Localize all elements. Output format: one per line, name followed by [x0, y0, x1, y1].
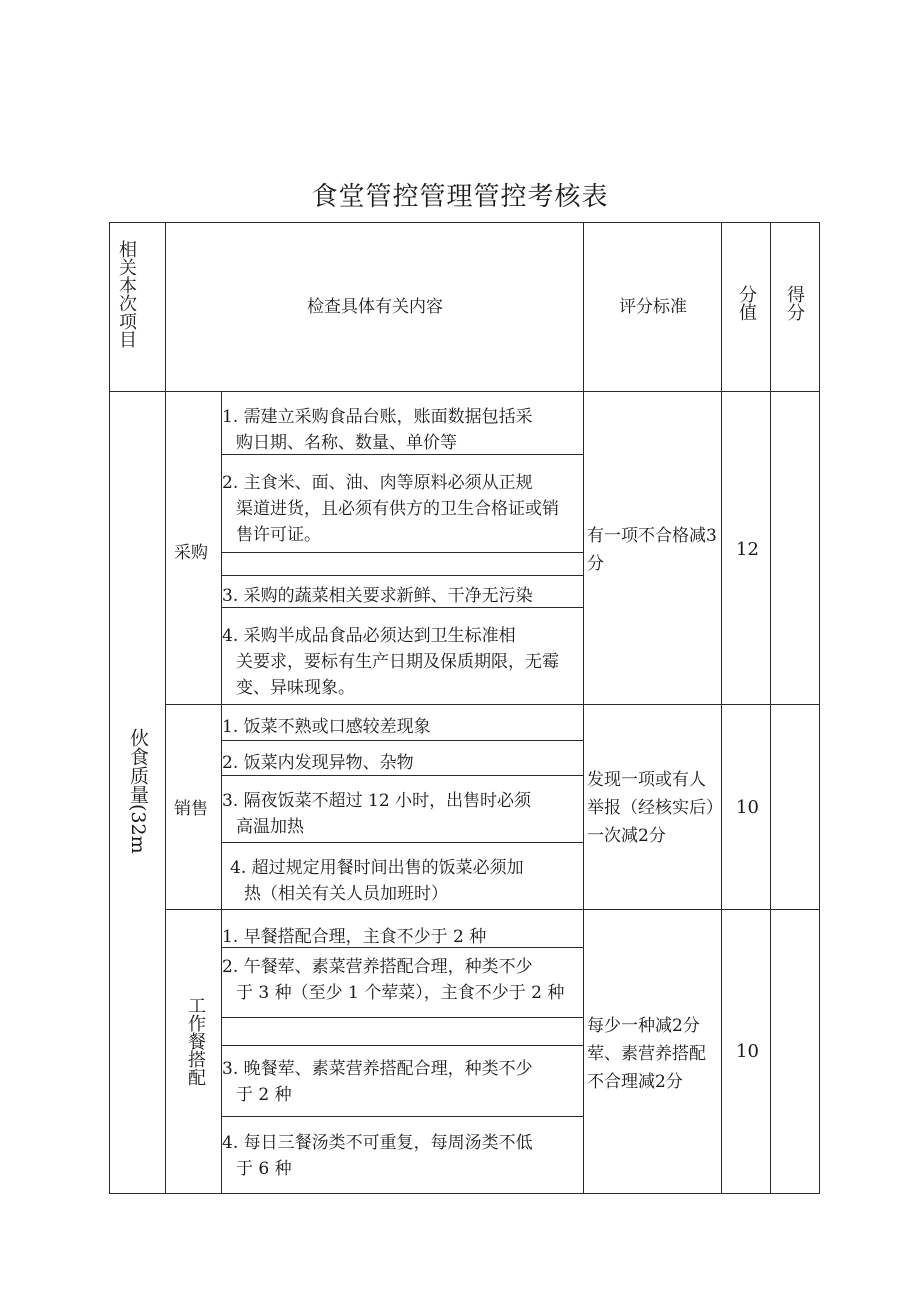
page-title: 食堂管控管理管控考核表 — [311, 182, 609, 212]
list-item — [222, 714, 582, 740]
header-divider — [109, 391, 820, 392]
item-text: 3. 隔夜饭菜不超过 12 小时，出售时必须 — [222, 791, 532, 811]
item-text: 4. 超过规定用餐时间出售的饭菜必须加 — [230, 858, 524, 878]
list-item — [230, 855, 582, 907]
item-divider — [221, 740, 584, 741]
item-text-cont: 热（相关有关人员加班时） — [244, 884, 448, 904]
col-divider-4 — [721, 222, 722, 1194]
item-divider — [221, 842, 584, 843]
list-item — [222, 470, 582, 548]
list-item — [222, 623, 582, 701]
item-text-cont: 关要求，要标有生产日期及保质期限，无霉变、异味现象。 — [236, 652, 559, 698]
table-border-right — [819, 222, 820, 1194]
item-text: 4. 采购半成品食品必须达到卫生标准相 — [222, 626, 516, 646]
header-value — [733, 285, 759, 327]
item-divider — [221, 1017, 584, 1018]
header-value-label: 分值 — [736, 285, 757, 321]
item-text-cont: 于 3 种（至少 1 个荤菜），主食不少于 2 种 — [236, 983, 565, 1003]
item-text-cont: 高温加热 — [236, 817, 304, 837]
list-item — [222, 788, 582, 840]
list-item — [222, 1130, 582, 1182]
table-border-left — [109, 222, 110, 1194]
header-criteria: 评分标准 — [619, 297, 687, 317]
list-item — [222, 583, 582, 609]
criteria-sales: 发现一项或有人举报（经核实后）一次减2分 — [587, 770, 715, 846]
item-text-cont: 于 6 种 — [236, 1159, 292, 1179]
value-sales: 10 — [736, 797, 759, 818]
item-text: 4. 每日三餐汤类不可重复，每周汤类不低 — [222, 1133, 533, 1153]
value-meals: 10 — [736, 1041, 759, 1062]
section-name-sales: 销售 — [174, 799, 208, 819]
item-divider — [221, 1116, 584, 1117]
header-project — [115, 240, 137, 354]
section-divider-2 — [165, 909, 820, 910]
item-text-cont: 购日期、名称、数量、单价等 — [236, 433, 457, 453]
list-item — [222, 954, 582, 1006]
item-text: 2. 午餐荤、素菜营养搭配合理，种类不少 — [222, 957, 533, 977]
item-text: 3. 晚餐荤、素菜营养搭配合理，种类不少 — [222, 1059, 533, 1079]
section-name-meals-text: 工作餐搭配 — [185, 996, 206, 1086]
header-score — [781, 285, 807, 327]
header-project-label: 相关本次项目 — [116, 240, 137, 348]
category-label — [125, 728, 151, 860]
section-name-purchase: 采购 — [174, 543, 208, 563]
item-text: 2. 主食米、面、油、肉等原料必须从正规 — [222, 473, 533, 493]
section-divider-1 — [165, 704, 820, 705]
item-divider — [221, 552, 584, 553]
item-divider — [221, 1045, 584, 1046]
col-divider-3 — [583, 222, 584, 1194]
col-divider-1 — [165, 222, 166, 1194]
list-item — [222, 750, 582, 776]
category-text: 伙食质量(32m — [127, 728, 149, 854]
table-border-top — [109, 222, 820, 223]
item-text-cont: 于 2 种 — [236, 1085, 292, 1105]
list-item — [222, 924, 582, 950]
item-divider — [221, 575, 584, 576]
criteria-purchase: 有一项不合格减3分 — [587, 526, 717, 574]
item-text: 2. 饭菜内发现异物、杂物 — [222, 753, 414, 773]
item-text: 1. 早餐搭配合理，主食不少于 2 种 — [222, 927, 487, 947]
value-purchase: 12 — [736, 539, 759, 560]
item-text-cont: 渠道进货，且必须有供方的卫生合格证或销售许可证。 — [236, 499, 559, 545]
item-text: 1. 饭菜不熟或口感较差现象 — [222, 717, 431, 737]
criteria-meals-1: 每少一种减2分 — [587, 1016, 700, 1036]
header-content: 检查具体有关内容 — [307, 297, 443, 317]
table-border-bottom — [109, 1193, 820, 1194]
list-item — [222, 404, 582, 456]
criteria-meals-2: 荤、素营养搭配不合理减2分 — [587, 1044, 706, 1092]
item-text: 3. 采购的蔬菜相关要求新鲜、干净无污染 — [222, 586, 533, 606]
item-text: 1. 需建立采购食品台账，账面数据包括采 — [222, 407, 533, 427]
section-name-meals — [183, 996, 207, 1092]
list-item — [222, 1056, 582, 1108]
header-score-label: 得分 — [784, 285, 805, 321]
